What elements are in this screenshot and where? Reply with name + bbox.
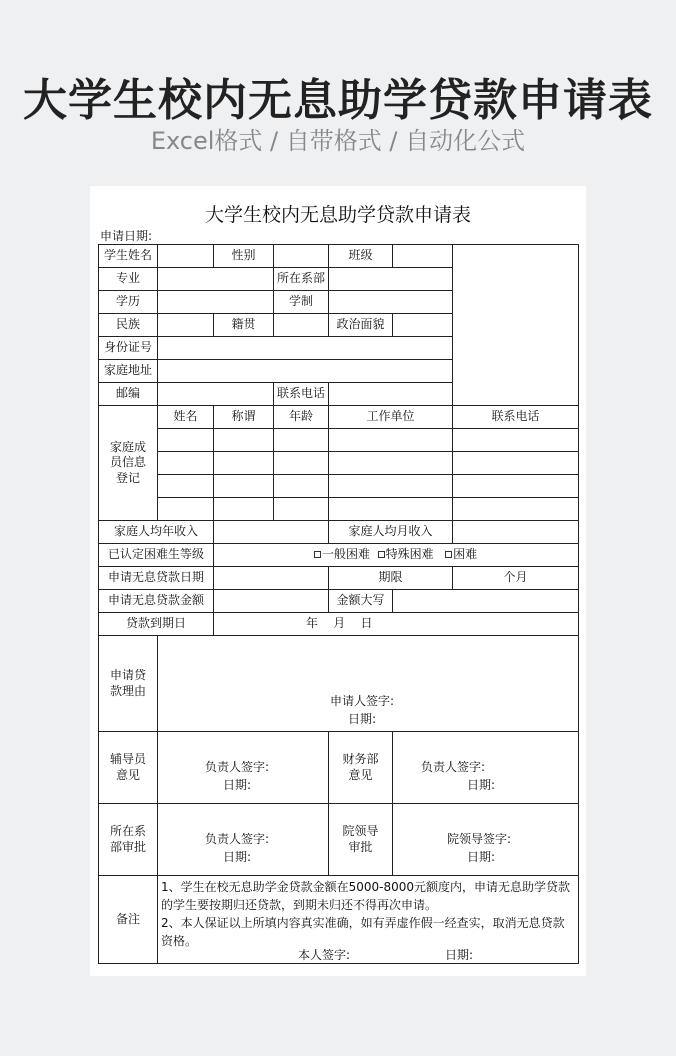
family-cell[interactable] — [158, 475, 214, 498]
notes-cell — [158, 876, 579, 964]
counselor-opinion-cell[interactable] — [158, 732, 329, 804]
term-unit: 个月 — [503, 570, 528, 585]
college-approval-label: 院领导审批 — [329, 804, 393, 876]
family-cell[interactable] — [274, 452, 329, 475]
family-cell[interactable] — [453, 452, 579, 475]
apply-date-label: 申请日期: — [100, 229, 153, 243]
department-label: 所在系部 — [274, 268, 329, 291]
family-header-employer: 工作单位 — [329, 406, 453, 429]
checkbox-special[interactable] — [378, 551, 385, 558]
college-approval-cell[interactable] — [393, 804, 579, 876]
political-status-label: 政治面貌 — [329, 314, 393, 337]
hardship-options — [214, 544, 579, 567]
loan-date-label: 申请无息贷款日期 — [99, 567, 214, 590]
photo-cell[interactable] — [453, 245, 579, 406]
family-cell[interactable] — [214, 429, 274, 452]
major-label: 专业 — [99, 268, 158, 291]
checkbox-general[interactable] — [314, 551, 321, 558]
banner-title: 大学生校内无息助学贷款申请表 — [23, 75, 653, 126]
family-cell[interactable] — [158, 452, 214, 475]
id-number-label: 身份证号 — [99, 337, 158, 360]
form-title: 大学生校内无息助学贷款申请表 — [204, 204, 471, 226]
reason-sign-label: 申请人签字: — [330, 694, 395, 708]
notes-line-1: 1、学生在校无息助学金贷款金额在5000-8000元额度内，申请无息助学贷款的学生要按期归还贷款，到期未归还不得再次申请。 — [161, 880, 571, 912]
family-header-age: 年龄 — [274, 406, 329, 429]
education-cell[interactable] — [158, 291, 274, 314]
term-cell[interactable] — [453, 567, 579, 590]
family-cell[interactable] — [329, 452, 453, 475]
family-info-label: 家庭成员信息登记 — [99, 406, 158, 521]
amount-upper-label: 金额大写 — [329, 590, 393, 613]
finance-opinion-cell[interactable] — [393, 732, 579, 804]
loan-amount-label: 申请无息贷款金额 — [99, 590, 214, 613]
reason-date-label: 日期: — [348, 712, 377, 726]
banner-subtitle: Excel格式 / 自带格式 / 自动化公式 — [150, 127, 526, 155]
family-cell[interactable] — [453, 429, 579, 452]
political-status-cell[interactable] — [393, 314, 453, 337]
department-date-label: 日期: — [223, 850, 252, 864]
checkbox-difficult[interactable] — [445, 551, 452, 558]
family-header-relation: 称谓 — [214, 406, 274, 429]
program-length-label: 学制 — [274, 291, 329, 314]
family-cell[interactable] — [214, 475, 274, 498]
id-number-cell[interactable] — [158, 337, 453, 360]
class-label: 班级 — [329, 245, 393, 268]
program-length-cell[interactable] — [329, 291, 453, 314]
major-cell[interactable] — [158, 268, 274, 291]
term-label: 期限 — [329, 567, 453, 590]
native-place-label: 籍贯 — [214, 314, 274, 337]
monthly-income-cell[interactable] — [453, 521, 579, 544]
contact-phone-label: 联系电话 — [274, 383, 329, 406]
family-cell[interactable] — [453, 498, 579, 521]
monthly-income-label: 家庭人均月收入 — [329, 521, 453, 544]
loan-date-cell[interactable] — [214, 567, 329, 590]
postcode-label: 邮编 — [99, 383, 158, 406]
notes-label: 备注 — [99, 876, 158, 964]
family-cell[interactable] — [329, 498, 453, 521]
counselor-opinion-label: 辅导员意见 — [99, 732, 158, 804]
ethnicity-cell[interactable] — [158, 314, 214, 337]
notes-line-2: 2、本人保证以上所填内容真实准确，如有弄虚作假一经查实，取消无息贷款资格。 — [161, 916, 565, 948]
finance-opinion-label: 财务部意见 — [329, 732, 393, 804]
family-header-name: 姓名 — [158, 406, 214, 429]
home-address-label: 家庭地址 — [99, 360, 158, 383]
native-place-cell[interactable] — [274, 314, 329, 337]
family-cell[interactable] — [274, 475, 329, 498]
finance-sign-label: 负责人签字: — [421, 760, 486, 774]
family-cell[interactable] — [329, 429, 453, 452]
counselor-date-label: 日期: — [223, 778, 252, 792]
due-date-value: 年 月 日 — [306, 616, 373, 631]
amount-upper-cell[interactable] — [393, 590, 579, 613]
option-general-label: 一般困难 — [322, 547, 371, 562]
application-table — [98, 244, 579, 964]
loan-amount-cell[interactable] — [214, 590, 329, 613]
form-paper — [90, 186, 586, 976]
class-cell[interactable] — [393, 245, 453, 268]
reason-label: 申请贷款理由 — [99, 636, 158, 732]
department-approval-label: 所在系部审批 — [99, 804, 158, 876]
notes-date-label: 日期: — [445, 948, 474, 962]
family-header-phone: 联系电话 — [453, 406, 579, 429]
student-name-cell[interactable] — [158, 245, 214, 268]
postcode-cell[interactable] — [158, 383, 274, 406]
due-date-cell[interactable] — [214, 613, 579, 636]
ethnicity-label: 民族 — [99, 314, 158, 337]
family-cell[interactable] — [274, 429, 329, 452]
annual-income-cell[interactable] — [214, 521, 329, 544]
department-sign-label: 负责人签字: — [205, 832, 270, 846]
family-cell[interactable] — [158, 498, 214, 521]
finance-date-label: 日期: — [467, 778, 496, 792]
college-date-label: 日期: — [467, 850, 496, 864]
family-cell[interactable] — [329, 475, 453, 498]
gender-cell[interactable] — [274, 245, 329, 268]
college-sign-label: 院领导签字: — [447, 832, 512, 846]
education-label: 学历 — [99, 291, 158, 314]
gender-label: 性别 — [214, 245, 274, 268]
annual-income-label: 家庭人均年收入 — [99, 521, 214, 544]
student-name-label: 学生姓名 — [99, 245, 158, 268]
family-cell[interactable] — [214, 498, 274, 521]
family-cell[interactable] — [158, 429, 214, 452]
family-cell[interactable] — [453, 475, 579, 498]
option-difficult-label: 困难 — [453, 547, 478, 562]
hardship-level-label: 已认定困难生等级 — [99, 544, 214, 567]
counselor-sign-label: 负责人签字: — [205, 760, 270, 774]
family-cell[interactable] — [274, 498, 329, 521]
contact-phone-cell[interactable] — [329, 383, 453, 406]
family-cell[interactable] — [214, 452, 274, 475]
notes-sign-label: 本人签字: — [298, 948, 351, 962]
department-approval-cell[interactable] — [158, 804, 329, 876]
department-cell[interactable] — [329, 268, 453, 291]
option-special-label: 特殊困难 — [385, 547, 434, 562]
home-address-cell[interactable] — [158, 360, 453, 383]
due-date-label: 贷款到期日 — [99, 613, 214, 636]
reason-cell[interactable] — [158, 636, 579, 732]
